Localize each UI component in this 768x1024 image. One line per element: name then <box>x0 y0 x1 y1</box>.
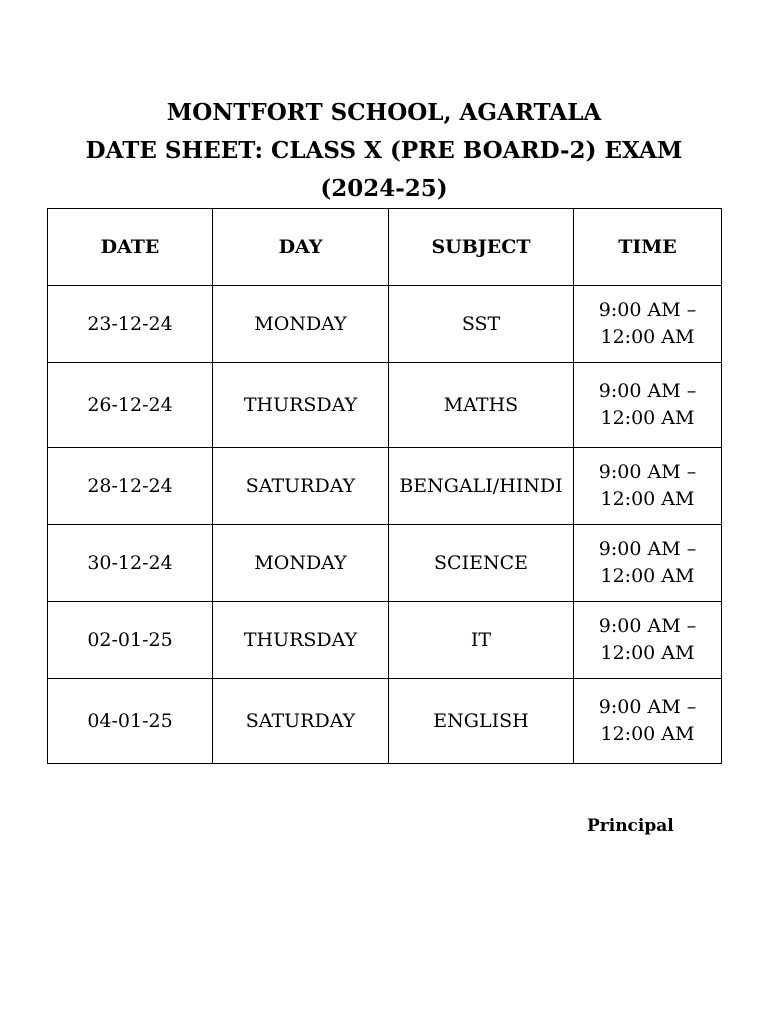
time-cell <box>574 602 722 679</box>
time-start: 9:00 AM – <box>598 615 697 637</box>
exam-title: DATE SHEET: CLASS X (PRE BOARD-2) EXAM <box>85 137 683 164</box>
school-name: MONTFORT SCHOOL, AGARTALA <box>166 99 602 126</box>
column-header-time: TIME <box>574 209 722 286</box>
subject-cell: BENGALI/HINDI <box>389 448 574 525</box>
time-end: 12:00 AM <box>600 723 695 745</box>
date-cell: 04-01-25 <box>48 679 213 764</box>
academic-year: (2024-25) <box>320 175 448 202</box>
table-row <box>48 286 722 363</box>
table-row <box>48 679 722 764</box>
time-end: 12:00 AM <box>600 326 695 348</box>
table-row <box>48 525 722 602</box>
time-cell <box>574 679 722 764</box>
day-cell: SATURDAY <box>213 448 389 525</box>
date-sheet-table <box>47 208 722 764</box>
day-cell: MONDAY <box>213 286 389 363</box>
time-cell <box>574 448 722 525</box>
date-cell: 23-12-24 <box>48 286 213 363</box>
column-header-date: DATE <box>48 209 213 286</box>
time-start: 9:00 AM – <box>598 380 697 402</box>
time-cell <box>574 525 722 602</box>
time-end: 12:00 AM <box>600 642 695 664</box>
table-row <box>48 363 722 448</box>
time-end: 12:00 AM <box>600 565 695 587</box>
time-start: 9:00 AM – <box>598 299 697 321</box>
day-cell: SATURDAY <box>213 679 389 764</box>
subject-cell: SST <box>389 286 574 363</box>
principal-signature-label: Principal <box>587 816 674 836</box>
date-cell: 02-01-25 <box>48 602 213 679</box>
time-start: 9:00 AM – <box>598 538 697 560</box>
table-row <box>48 448 722 525</box>
day-cell: THURSDAY <box>213 602 389 679</box>
subject-cell: SCIENCE <box>389 525 574 602</box>
table-row <box>48 602 722 679</box>
day-cell: MONDAY <box>213 525 389 602</box>
subject-cell: ENGLISH <box>389 679 574 764</box>
time-end: 12:00 AM <box>600 488 695 510</box>
page-title <box>0 94 768 208</box>
time-cell <box>574 363 722 448</box>
time-end: 12:00 AM <box>600 407 695 429</box>
date-cell: 30-12-24 <box>48 525 213 602</box>
time-cell <box>574 286 722 363</box>
time-start: 9:00 AM – <box>598 461 697 483</box>
date-cell: 26-12-24 <box>48 363 213 448</box>
day-cell: THURSDAY <box>213 363 389 448</box>
date-cell: 28-12-24 <box>48 448 213 525</box>
subject-cell: MATHS <box>389 363 574 448</box>
table-header-row <box>48 209 722 286</box>
subject-cell: IT <box>389 602 574 679</box>
column-header-subject: SUBJECT <box>389 209 574 286</box>
column-header-day: DAY <box>213 209 389 286</box>
time-start: 9:00 AM – <box>598 696 697 718</box>
